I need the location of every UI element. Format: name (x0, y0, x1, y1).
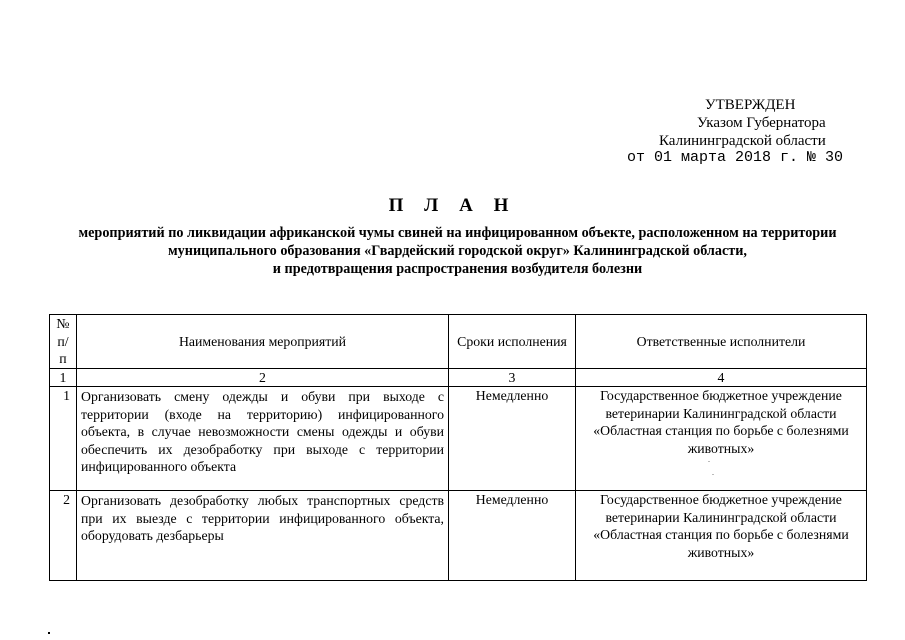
col-number: 2 (77, 368, 449, 387)
scan-speck (712, 474, 714, 475)
header-terms: Сроки исполнения (449, 315, 576, 369)
scan-speck (48, 632, 50, 634)
table-row (50, 491, 867, 581)
header-responsible: Ответственные исполнители (576, 315, 867, 369)
column-number-row (50, 368, 867, 387)
approval-date: от 01 марта 2018 г. № 30 (627, 149, 844, 166)
header-num: № п/п (50, 315, 77, 369)
row-measure: Организовать дезобработку любых транспортных средств при их выезде с территории инфицированного объекта, оборудовать дезбарьеры (77, 491, 449, 581)
subtitle-line-2: муниципального образования «Гвардейский городской округ» Калининградской области, (168, 243, 747, 259)
row-num: 2 (50, 491, 77, 581)
approval-region: Калининградской области (659, 133, 826, 149)
col-number: 3 (449, 368, 576, 387)
scan-speck (708, 461, 710, 462)
row-terms: Немедленно (449, 387, 576, 491)
subtitle-line-1: мероприятий по ликвидации африканской чумы свиней на инфицированном объекте, расположенном на территории (78, 225, 837, 241)
table-row (50, 387, 867, 491)
approval-title: УТВЕРЖДЕН (705, 97, 796, 113)
col-number: 1 (50, 368, 77, 387)
col-number: 4 (576, 368, 867, 387)
row-num: 1 (50, 387, 77, 491)
table-header-row (50, 315, 867, 369)
row-terms: Немедленно (449, 491, 576, 581)
document-subtitle (40, 224, 875, 278)
row-measure: Организовать смену одежды и обуви при выходе с территории (входе на территорию) инфицированного объекта, в случае невозможности смены одежды и обуви обеспечить их дезобработку при выходе с территории инфицированного объекта (77, 387, 449, 491)
row-responsible: Государственное бюджетное учреждение ветеринарии Калининградской области «Областная станция по борьбе с болезнями животных» (576, 491, 867, 581)
subtitle-line-3: и предотвращения распространения возбудителя болезни (272, 261, 643, 277)
document-title: П Л А Н (388, 195, 517, 216)
header-name: Наименования мероприятий (77, 315, 449, 369)
row-responsible: Государственное бюджетное учреждение ветеринарии Калининградской области «Областная станция по борьбе с болезнями животных» (576, 387, 867, 491)
approval-stamp (0, 0, 905, 170)
measures-table (49, 314, 867, 581)
approval-authority: Указом Губернатора (697, 115, 826, 131)
